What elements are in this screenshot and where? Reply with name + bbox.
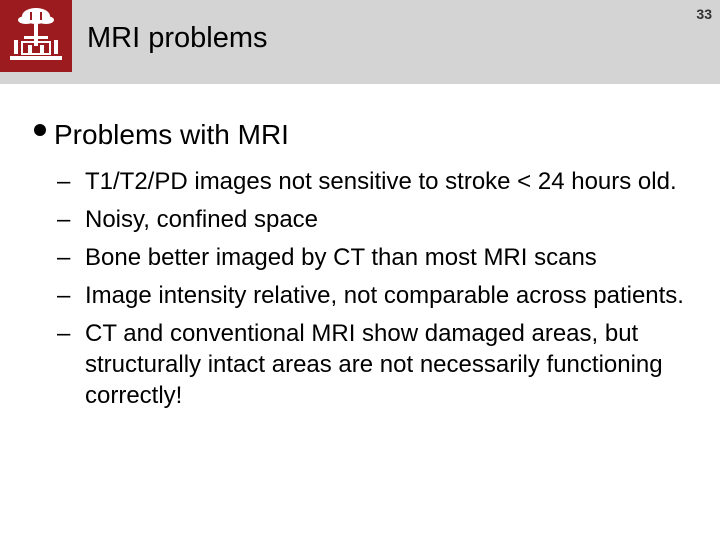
dash-bullet-icon: – <box>57 282 71 309</box>
dash-bullet-icon: – <box>57 168 71 195</box>
slide-title: MRI problems <box>87 22 268 54</box>
dash-bullet-icon: – <box>57 320 71 347</box>
dash-bullet-icon: – <box>57 244 71 271</box>
list-item <box>0 204 695 235</box>
list-item-text: CT and conventional MRI show damaged areas, but structurally intact areas are not necessarily functioning correctly! <box>85 320 663 409</box>
list-item-text: T1/T2/PD images not sensitive to stroke < 24 hours old. <box>85 168 677 195</box>
bullet-icon <box>34 124 46 136</box>
sub-bullet-list <box>0 166 720 418</box>
list-item-text: Noisy, confined space <box>85 206 319 233</box>
list-item <box>0 318 695 411</box>
bullet-heading: Problems with MRI <box>54 119 289 150</box>
dash-bullet-icon: – <box>57 206 71 233</box>
list-item <box>0 242 695 273</box>
university-logo-icon <box>0 0 72 72</box>
page-number: 33 <box>696 6 712 22</box>
list-item <box>0 280 695 311</box>
list-item-text: Bone better imaged by CT than most MRI scans <box>85 244 597 271</box>
list-item-text: Image intensity relative, not comparable across patients. <box>85 282 684 309</box>
list-item <box>0 166 695 197</box>
